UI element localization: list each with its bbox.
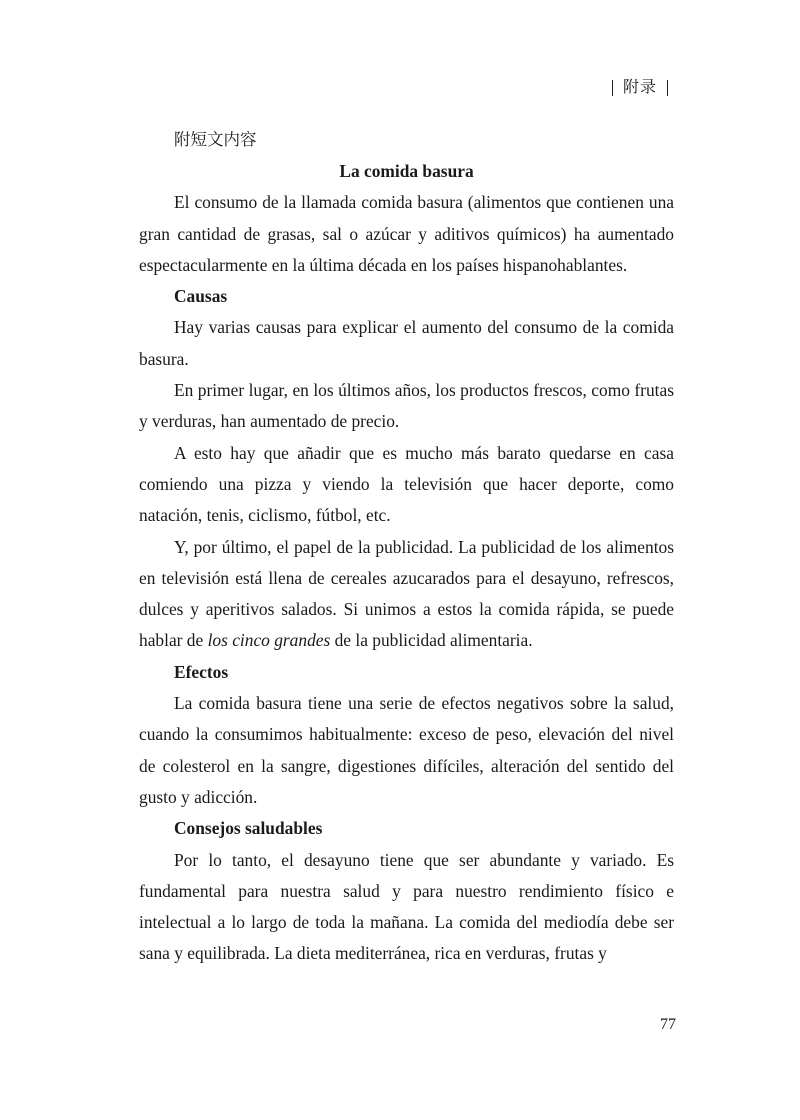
header-divider-right: [667, 80, 668, 96]
paragraph-causas-1: Hay varias causas para explicar el aumento del consumo de la comida basura.: [139, 317, 674, 369]
page-body: [139, 124, 674, 970]
page-number: 77: [660, 1016, 676, 1033]
paragraph-consejos: Por lo tanto, el desayuno tiene que ser abundante y variado. Es fundamental para nuestra salud y para nuestro rendimiento físico e intelectual a lo largo de toda la mañana. La comida del mediodía debe ser sana y equilibrada. La dieta mediterránea, rica en verduras, frutas y: [139, 849, 674, 964]
article-title: La comida basura: [339, 161, 474, 181]
paragraph-text: Y, por último, el papel de la publicidad. La publicidad de los alimentos en televisión está llena de cereales azucarados para el desayuno, refrescos, dulces y aperitivos salados. Si unimos a estos la comida rápida, se puede hablar de: [139, 536, 674, 651]
section-label: 附短文内容: [174, 130, 257, 149]
header-divider-left: [612, 80, 613, 96]
running-header: [602, 74, 678, 97]
subheading-causas: Causas: [174, 286, 228, 307]
subheading-consejos: Consejos saludables: [174, 818, 323, 839]
subheading-efectos: Efectos: [174, 661, 229, 682]
paragraph-efectos: La comida basura tiene una serie de efectos negativos sobre la salud, cuando la consumimos habitualmente: exceso de peso, elevación del nivel de colesterol en la sangre, digestiones difíciles, alteración del sentido del gusto y adicción.: [139, 693, 674, 807]
paragraph-text: de la publicidad alimentaria.: [330, 630, 533, 651]
paragraph-intro: El consumo de la llamada comida basura (alimentos que contienen una gran cantidad de grasas, sal o azúcar y aditivos químicos) ha aumentado espectacularmente en la última década en los países hispanohablantes.: [139, 192, 674, 275]
paragraph-causas-4: [139, 532, 674, 657]
paragraph-causas-2: En primer lugar, en los últimos años, los productos frescos, como frutas y verduras, han aumentado de precio.: [139, 380, 674, 432]
italic-phrase: los cinco grandes: [207, 630, 331, 651]
paragraph-causas-3: A esto hay que añadir que es mucho más barato quedarse en casa comiendo una pizza y viendo la televisión que hacer deporte, como natación, tenis, ciclismo, fútbol, etc.: [139, 442, 674, 526]
header-section-title: 附录: [622, 77, 657, 96]
